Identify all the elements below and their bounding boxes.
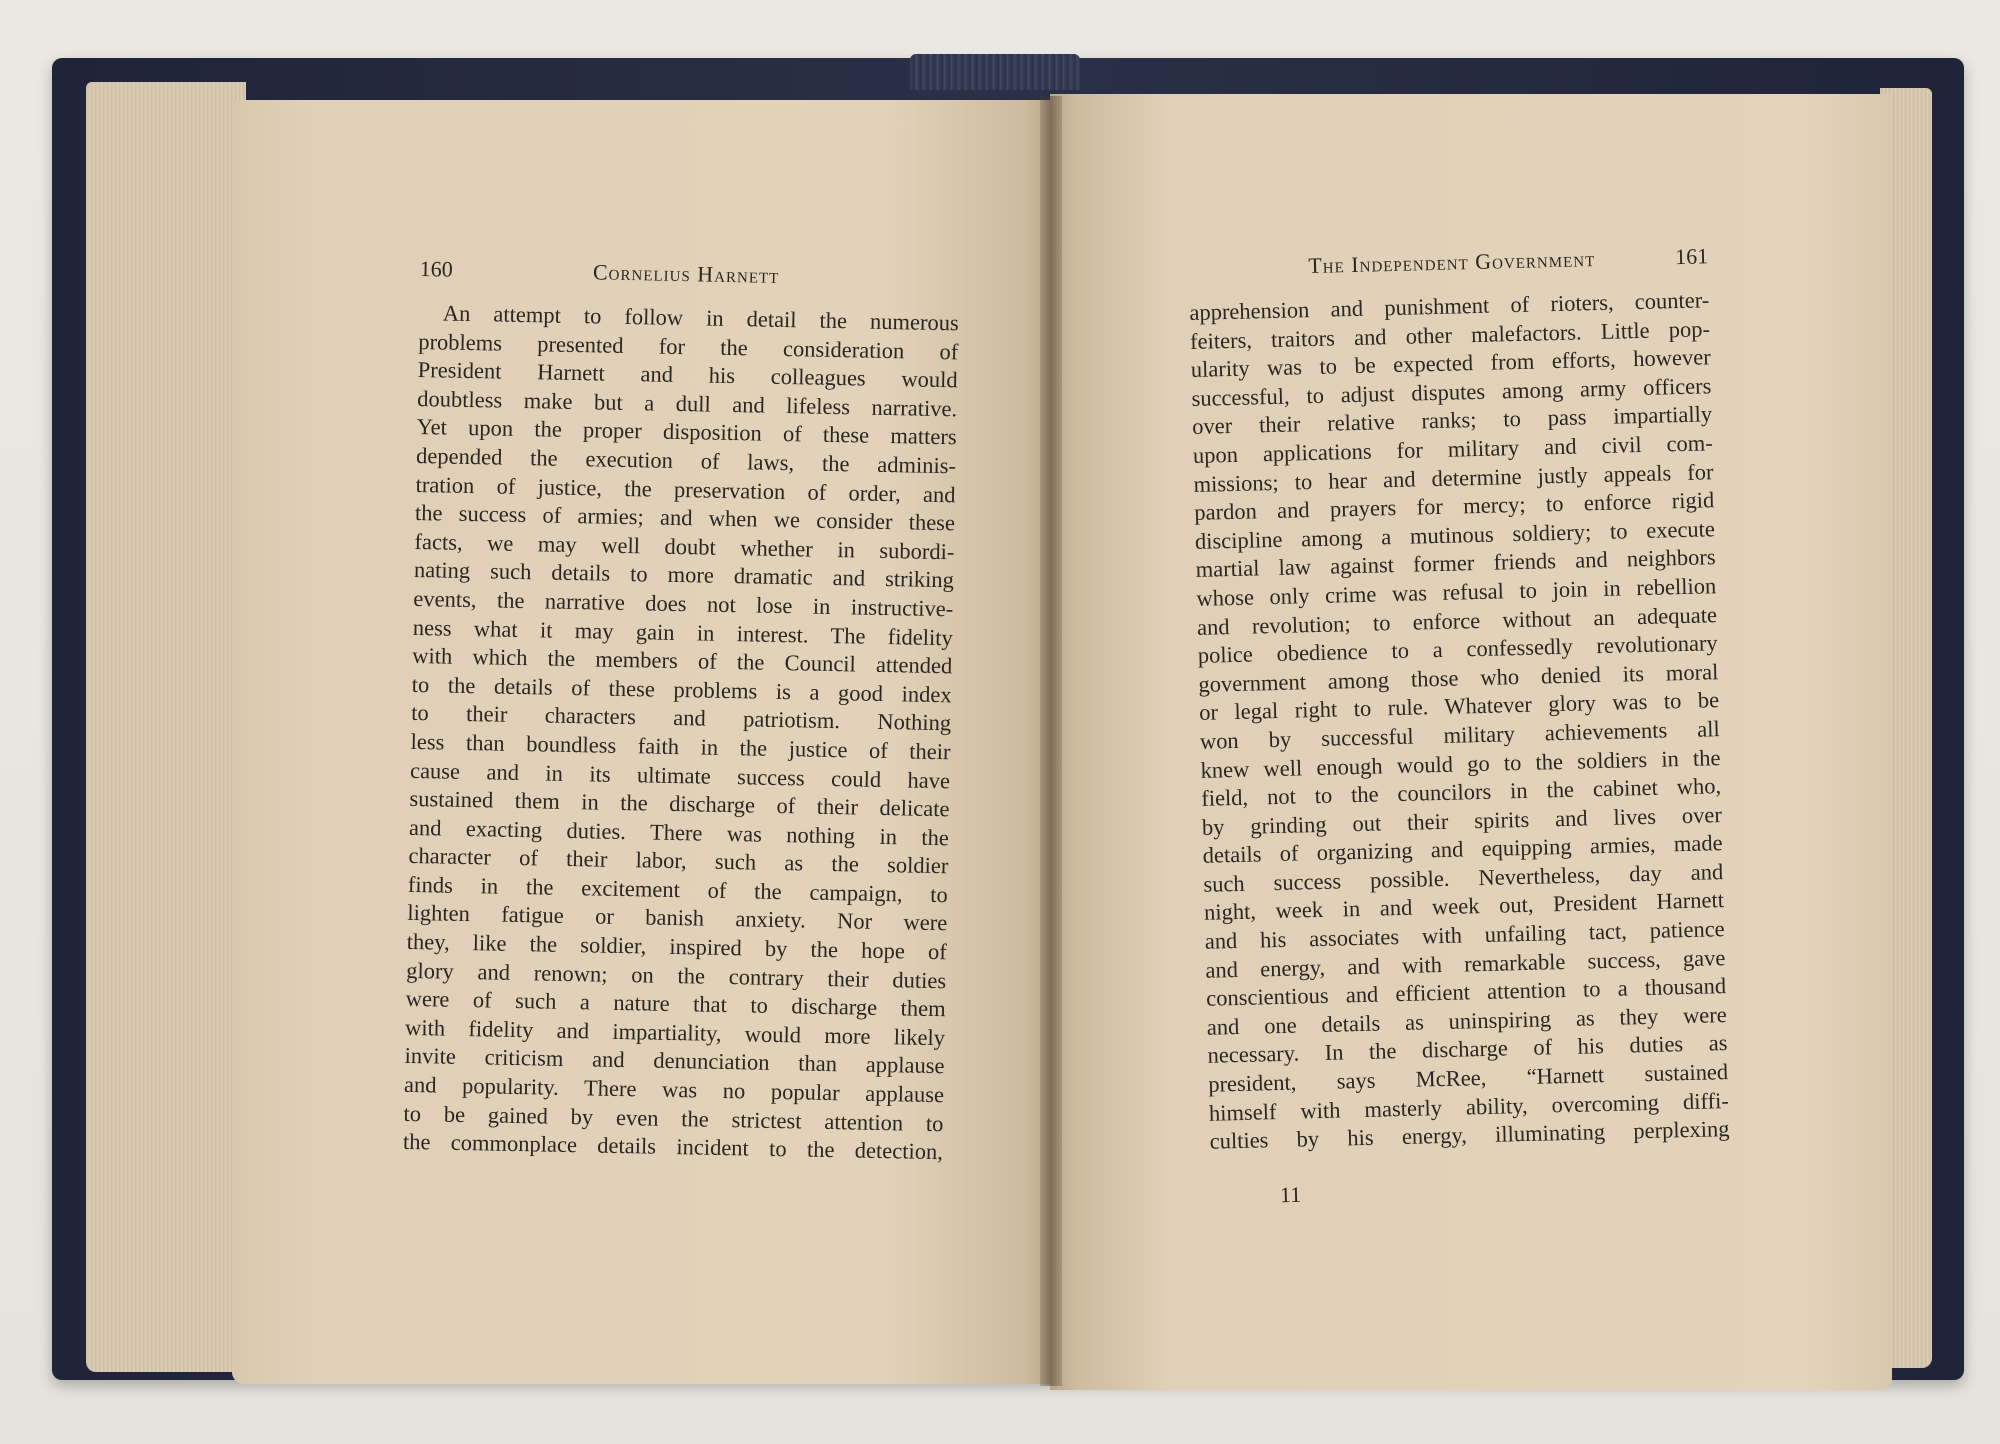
text-line: events, the narrative does not lose in instructive- [413, 585, 954, 622]
text-line: feiters, traitors and other malefactors. Little pop- [1189, 315, 1711, 354]
text-line: and revolution; to enforce without an adequate [1196, 601, 1718, 640]
text-line: such success possible. Nevertheless, day and [1203, 858, 1724, 897]
text-line: finds in the excitement of the campaign, to [407, 871, 949, 908]
text-line: less than boundless faith in the justice of their [410, 728, 951, 765]
signature-mark: 11 [1279, 1181, 1302, 1208]
text-line: martial law against former friends and neighbors [1195, 544, 1716, 583]
text-line: or legal right to rule. Whatever glory was to be [1198, 687, 1720, 726]
text-line: An attempt to follow in detail the numerous [442, 300, 960, 336]
left-page-text [403, 255, 960, 1167]
text-line: doubtless make but a dull and lifeless narrative. [417, 385, 958, 422]
text-line: and one details as uninspiring as they were [1206, 1001, 1728, 1040]
text-line: character of their labor, such as the soldier [408, 843, 949, 879]
book-spine-headband [910, 54, 1080, 90]
text-line: sustained them in the discharge of their delicate [409, 785, 950, 822]
text-line: discipline among a mutinous soldiery; to execute [1194, 515, 1716, 554]
text-line: knew well enough would go to the soldiers in the [1200, 744, 1721, 783]
text-line: president, says McRee, “Harnett sustained [1207, 1059, 1729, 1097]
text-line: they, like the soldier, inspired by the hope of [406, 928, 947, 965]
text-line: lighten fatigue or banish anxiety. Nor were [407, 900, 948, 936]
text-line: and his associates with unfailing tact, patience [1204, 916, 1725, 954]
text-line: with fidelity and impartiality, would more likely [404, 1014, 946, 1051]
text-line: were of such a nature that to discharge them [405, 986, 946, 1022]
text-line: the success of armies; and when we consider these [414, 500, 956, 536]
text-line: invite criticism and denunciation than applause [404, 1043, 945, 1079]
text-line: Yet upon the proper disposition of these matters [416, 414, 957, 450]
text-line: culties by his energy, illuminating perplexing [1209, 1116, 1730, 1154]
text-line: necessary. In the discharge of his duties as [1207, 1030, 1728, 1069]
text-line: with which the members of the Council attended [412, 643, 953, 679]
text-line: tration of justice, the preservation of order, and [415, 471, 956, 507]
text-line: by grinding out their spirits and lives over [1201, 801, 1723, 840]
text-line: details of organizing and equipping armies, made [1202, 830, 1723, 869]
text-line: President Harnett and his colleagues would [417, 357, 958, 393]
right-page-number: 161 [1674, 243, 1709, 270]
right-running-title: The Independent Government [1308, 246, 1596, 279]
text-line: the commonplace details incident to the detection, [402, 1129, 944, 1165]
text-line: himself with masterly ability, overcoming diffi- [1208, 1087, 1730, 1126]
text-line: conscientious and efficient attention to a thousand [1205, 973, 1727, 1012]
text-line: government among those who denied its moral [1198, 658, 1719, 697]
text-line: cause and in its ultimate success could have [409, 757, 951, 793]
right-page-text [1188, 242, 1730, 1156]
right-body-text [1189, 286, 1730, 1156]
text-line: glory and renown; on the contrary their duties [406, 957, 947, 993]
text-line: won by successful military achievements all [1199, 716, 1721, 754]
text-line: police obedience to a confessedly revolutionary [1197, 630, 1718, 669]
left-body-text [403, 299, 959, 1167]
text-line: and popularity. There was no popular applause [403, 1071, 945, 1108]
left-page-number: 160 [419, 255, 453, 282]
left-running-title: Cornelius Harnett [592, 259, 780, 288]
text-line: facts, we may well doubt whether in subordi- [414, 528, 955, 565]
text-line: ness what it may gain in interest. The fidelity [412, 614, 953, 650]
left-page-edges [86, 82, 246, 1372]
text-line: night, week in and week out, President Harnett [1203, 887, 1725, 926]
text-line: successful, to adjust disputes among army officers [1191, 373, 1712, 411]
text-line: to be gained by even the strictest attention to [403, 1100, 944, 1136]
text-line: and exacting duties. There was nothing in the [408, 814, 950, 850]
book-gutter [1040, 96, 1062, 1386]
text-line: ularity was to be expected from efforts, however [1190, 344, 1711, 383]
text-line: missions; to hear and determine justly appeals for [1193, 458, 1714, 497]
text-line: upon applications for military and civil com- [1192, 430, 1714, 468]
text-line: to their characters and patriotism. Nothing [410, 700, 952, 736]
text-line: field, not to the councilors in the cabinet who, [1200, 773, 1722, 811]
text-line: over their relative ranks; to pass impartially [1191, 401, 1713, 440]
text-line: depended the execution of laws, the adminis- [415, 442, 957, 479]
text-line: pardon and prayers for mercy; to enforce rigid [1193, 487, 1715, 526]
text-line: apprehension and punishment of rioters, counter- [1189, 287, 1710, 325]
text-line: nating such details to more dramatic and striking [413, 557, 955, 593]
text-line: and energy, and with remarkable success, gave [1205, 944, 1726, 983]
text-line: whose only crime was refusal to join in rebellion [1196, 573, 1717, 611]
text-line: problems presented for the consideration of [418, 328, 959, 364]
text-line: to the details of these problems is a good index [411, 671, 952, 708]
